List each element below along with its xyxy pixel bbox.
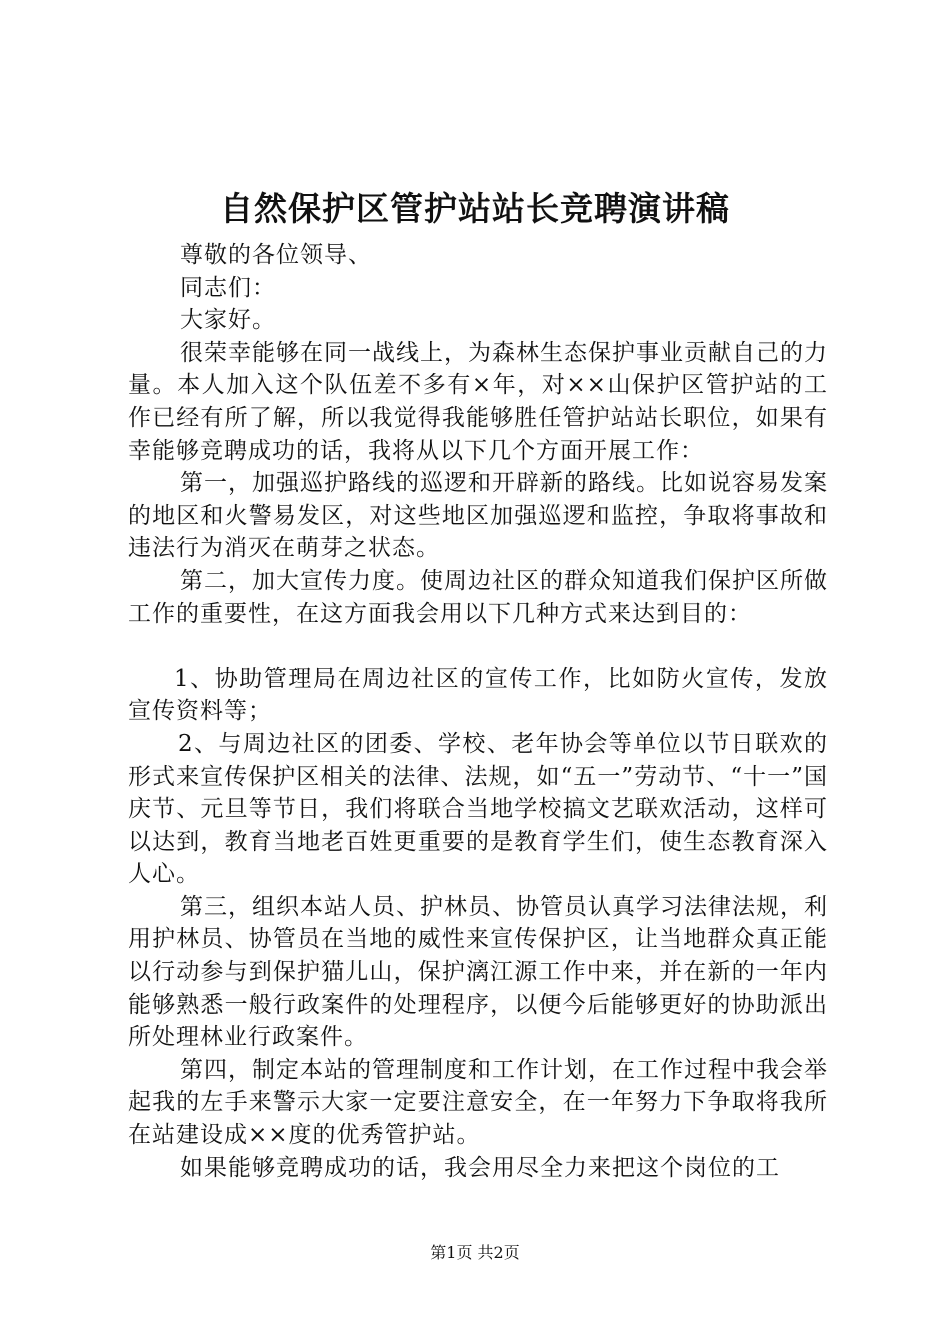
- blank-line: [128, 630, 828, 663]
- salutation-line-1: 尊敬的各位领导、: [180, 242, 372, 268]
- point-two-paragraph: 第二，加大宣传力度。使周边社区的群众知道我们保护区所做工作的重要性，在这方面我会用以下几种方式来达到目的：: [128, 567, 828, 627]
- page-footer: 第1页 共2页: [430, 1243, 520, 1262]
- point-three-paragraph: 第三，组织本站人员、护林员、协管员认真学习法律法规，利用护林员、协管员在当地的威性来宣传保护区，让当地群众真正能以行动参与到保护猫儿山，保护漓江源工作中来，并在新的一年内能够熟悉一般行政案件的处理程序，以便今后能够更好的协助派出所处理林业行政案件。: [128, 893, 828, 1051]
- salutation-line-2: 同志们：: [180, 274, 276, 301]
- intro-paragraph: 很荣幸能够在同一战线上，为森林生态保护事业贡献自己的力量。本人加入这个队伍差不多有×年，对××山保护区管护站的工作已经有所了解，所以我觉得我能够胜任管护站站长职位，如果有幸能够竞聘成功的话，我将从以下几个方面开展工作：: [128, 339, 828, 464]
- document-body: [128, 239, 828, 1184]
- sub-item-1: 1、协助管理局在周边社区的宣传工作，比如防火宣传，发放宣传资料等；: [128, 665, 828, 725]
- sub-item-2: 2、与周边社区的团委、学校、老年协会等单位以节日联欢的形式来宣传保护区相关的法律、法规，如“五一”劳动节、“十一”国庆节、元旦等节日，我们将联合当地学校搞文艺联欢活动，这样可以达到，教育当地老百姓更重要的是教育学生们，使生态教育深入人心。: [128, 730, 828, 888]
- document-title: 自然保护区管护站站长竞聘演讲稿: [220, 189, 730, 228]
- point-one-paragraph: 第一，加强巡护路线的巡逻和开辟新的路线。比如说容易发案的地区和火警易发区，对这些地区加强巡逻和监控，争取将事故和违法行为消灭在萌芽之状态。: [128, 470, 828, 562]
- closing-paragraph: 如果能够竞聘成功的话，我会用尽全力来把这个岗位的工: [180, 1154, 780, 1181]
- point-four-paragraph: 第四，制定本站的管理制度和工作计划，在工作过程中我会举起我的左手来警示大家一定要注意安全，在一年努力下争取将我所在站建设成××度的优秀管护站。: [128, 1056, 828, 1149]
- greeting: 大家好。: [180, 307, 276, 334]
